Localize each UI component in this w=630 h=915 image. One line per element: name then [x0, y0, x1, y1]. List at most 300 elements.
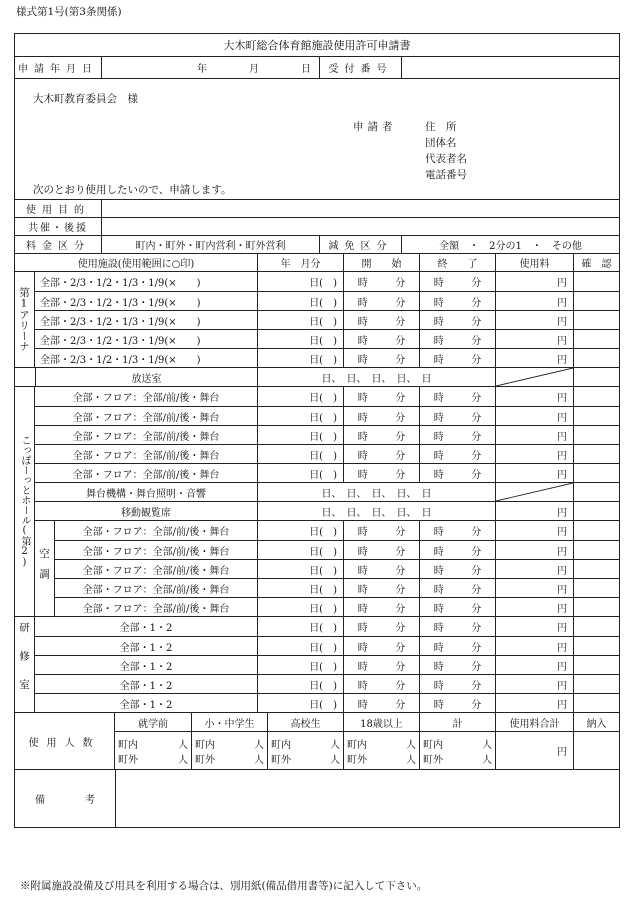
users-section [15, 712, 619, 769]
date-cell[interactable]: 日( ) [257, 675, 343, 693]
hour-unit: 時 [357, 603, 368, 615]
count-cell[interactable]: 町内 人 町外 人 [343, 732, 419, 769]
end-cell[interactable] [419, 330, 495, 348]
fee-cell[interactable]: 円 [495, 464, 573, 482]
fee-cell[interactable]: 円 [495, 272, 573, 291]
remarks-field[interactable] [115, 770, 619, 827]
end-cell[interactable] [419, 445, 495, 463]
date-cell[interactable]: 日( ) [257, 656, 343, 674]
start-header: 開 始 [343, 254, 419, 271]
minute-unit: 分 [395, 603, 406, 615]
representative-label: 代表者名 [425, 153, 467, 165]
start-cell[interactable] [343, 330, 419, 348]
fee-cell[interactable]: 円 [495, 521, 573, 540]
confirm-cell[interactable] [573, 656, 619, 674]
table-row [55, 559, 619, 578]
table-row [35, 693, 619, 712]
date-cell[interactable]: 日( ) [257, 272, 343, 291]
diagonal-cell [495, 368, 573, 386]
confirm-cell[interactable] [573, 464, 619, 482]
table-header-row [15, 253, 619, 271]
fee-cell[interactable]: 円 [495, 637, 573, 655]
hall-label: こっぽーっとホール(第2) [15, 387, 35, 616]
minute-unit: 分 [471, 565, 482, 577]
confirm-cell[interactable] [573, 292, 619, 310]
confirm-cell[interactable] [573, 694, 619, 712]
start-cell[interactable] [343, 694, 419, 712]
end-cell[interactable] [419, 675, 495, 693]
minute-unit: 分 [471, 278, 482, 289]
minute-unit: 分 [395, 546, 406, 558]
hour-unit: 時 [357, 584, 368, 596]
fee-cell[interactable]: 円 [495, 407, 573, 425]
fee-cell[interactable]: 円 [495, 502, 573, 520]
date-cell[interactable]: 日( ) [257, 445, 343, 463]
hall-range-option[interactable]: 全部・フロア：全部/前/後・舞台 [72, 469, 220, 481]
month-unit: 月 [249, 64, 259, 75]
address-label: 住 所 [425, 121, 457, 133]
fee-cell[interactable]: 円 [495, 694, 573, 712]
confirm-cell[interactable] [573, 541, 619, 559]
hour-unit: 時 [357, 661, 368, 673]
minute-unit: 分 [471, 316, 482, 328]
application-date-row [15, 56, 619, 78]
confirm-cell[interactable] [573, 502, 619, 520]
fee-cell[interactable]: 円 [495, 387, 573, 406]
end-cell[interactable] [419, 541, 495, 559]
date-cell[interactable]: 日( ) [257, 426, 343, 444]
broadcast-room[interactable]: 放送室 [35, 368, 257, 386]
aircon-range-option[interactable]: 全部・フロア：全部/前/後・舞台 [82, 546, 230, 558]
addressee: 大木町教育委員会 様 [33, 93, 138, 105]
confirm-cell[interactable] [573, 330, 619, 348]
count-cell[interactable]: 町内 人 町外 人 [191, 732, 267, 769]
hour-unit: 時 [357, 450, 368, 462]
minute-unit: 分 [395, 699, 406, 711]
end-cell[interactable] [419, 637, 495, 655]
minute-unit: 分 [471, 603, 482, 615]
users-label: 使用人数 [15, 713, 115, 769]
hall-range-option[interactable]: 全部・フロア：全部/前/後・舞台 [72, 393, 220, 404]
end-cell[interactable] [419, 598, 495, 616]
minute-unit: 分 [471, 527, 482, 538]
hour-unit: 時 [433, 546, 444, 558]
minute-unit: 分 [395, 623, 406, 634]
table-row [35, 674, 619, 693]
end-cell[interactable] [419, 272, 495, 291]
date-cell[interactable]: 日( ) [257, 541, 343, 559]
training-range-option[interactable]: 全部・1・2 [119, 699, 173, 711]
hour-unit: 時 [357, 699, 368, 711]
fee-cell[interactable]: 円 [495, 656, 573, 674]
minute-unit: 分 [471, 680, 482, 692]
minute-unit: 分 [395, 584, 406, 596]
fee-cell[interactable]: 円 [495, 541, 573, 559]
aircon-section [35, 520, 619, 616]
aircon-label: 空調 [35, 521, 55, 616]
hall-section [15, 386, 619, 616]
start-cell[interactable] [343, 426, 419, 444]
start-cell[interactable] [343, 560, 419, 578]
fee-cell[interactable]: 円 [495, 426, 573, 444]
table-row [55, 540, 619, 559]
arena-section [15, 271, 619, 367]
minute-unit: 分 [471, 642, 482, 654]
end-cell[interactable] [419, 311, 495, 329]
fee-cell[interactable]: 円 [495, 675, 573, 693]
minute-unit: 分 [471, 450, 482, 462]
table-row [35, 310, 619, 329]
count-cell[interactable]: 町内 人 町外 人 [419, 732, 495, 769]
hour-unit: 時 [357, 565, 368, 577]
start-cell[interactable] [343, 311, 419, 329]
fee-cell[interactable]: 円 [495, 598, 573, 616]
minute-unit: 分 [471, 699, 482, 711]
confirm-cell[interactable] [573, 617, 619, 636]
date-cell[interactable]: 日( ) [257, 617, 343, 636]
confirm-cell[interactable] [573, 445, 619, 463]
total-fee-cell[interactable]: 円 [495, 732, 573, 769]
hour-unit: 時 [357, 297, 368, 309]
minute-unit: 分 [395, 565, 406, 577]
application-form [14, 33, 620, 828]
hour-unit: 時 [433, 278, 444, 289]
support-row [15, 217, 619, 235]
form-title-row [15, 34, 619, 56]
application-date-label: 申請年月日 [18, 64, 98, 75]
remarks-row [15, 769, 619, 827]
minute-unit: 分 [471, 393, 482, 404]
hour-unit: 時 [357, 278, 368, 289]
start-cell[interactable] [343, 541, 419, 559]
hour-unit: 時 [357, 354, 368, 366]
support-field[interactable] [101, 218, 619, 235]
purpose-field[interactable] [101, 200, 619, 217]
date-cell[interactable]: 日( ) [257, 560, 343, 578]
minute-unit: 分 [395, 335, 406, 347]
end-cell[interactable] [419, 656, 495, 674]
arena-range-option[interactable]: 全部・2/3・1/2・1/3・1/9(× ) [40, 297, 201, 309]
date-cell[interactable]: 日( ) [257, 598, 343, 616]
table-row [55, 597, 619, 616]
arena-range-option[interactable]: 全部・2/3・1/2・1/3・1/9(× ) [40, 354, 201, 366]
facility-header: 使用施設(使用範囲に○印) [77, 259, 195, 270]
hour-unit: 時 [433, 661, 444, 673]
minute-unit: 分 [471, 469, 482, 481]
form-number: 様式第1号(第3条関係) [16, 6, 122, 18]
minute-unit: 分 [471, 584, 482, 596]
end-cell[interactable] [419, 292, 495, 310]
minute-unit: 分 [471, 546, 482, 558]
confirm-cell[interactable] [573, 675, 619, 693]
end-cell[interactable] [419, 387, 495, 406]
training-range-option[interactable]: 全部・1・2 [119, 623, 173, 634]
table-row [35, 444, 619, 463]
start-cell[interactable] [343, 521, 419, 540]
start-cell[interactable] [343, 675, 419, 693]
stage-days[interactable]: 日、 日、 日、 日、 日 [257, 483, 495, 501]
hour-unit: 時 [433, 642, 444, 654]
table-row [55, 521, 619, 540]
confirm-header: 確 認 [573, 254, 619, 271]
start-cell[interactable] [343, 598, 419, 616]
minute-unit: 分 [395, 680, 406, 692]
training-label: 研修室 [15, 617, 35, 712]
hour-unit: 時 [433, 297, 444, 309]
confirm-cell[interactable] [573, 560, 619, 578]
diagonal-cell [495, 483, 573, 501]
confirm-cell[interactable] [573, 368, 619, 386]
broadcast-days[interactable]: 日、 日、 日、 日、 日 [257, 368, 495, 386]
date-cell[interactable]: 日( ) [257, 579, 343, 597]
end-cell[interactable] [419, 521, 495, 540]
date-cell[interactable]: 日( ) [257, 637, 343, 655]
table-row [35, 272, 619, 291]
reduction-label: 減免区分 [319, 236, 401, 253]
minute-unit: 分 [471, 623, 482, 634]
date-cell[interactable]: 日( ) [257, 311, 343, 329]
confirm-cell[interactable] [573, 272, 619, 291]
hour-unit: 時 [357, 412, 368, 424]
table-row [35, 463, 619, 482]
minute-unit: 分 [395, 642, 406, 654]
minute-unit: 分 [395, 469, 406, 481]
year-unit: 年 [197, 64, 207, 75]
remarks-label: 備 考 [35, 795, 95, 806]
aircon-range-option[interactable]: 全部・フロア：全部/前/後・舞台 [82, 603, 230, 615]
minute-unit: 分 [471, 431, 482, 443]
stage-equipment-row [35, 482, 619, 501]
stage-equipment[interactable]: 舞台機構・舞台照明・音響 [86, 488, 206, 500]
minute-unit: 分 [395, 527, 406, 538]
hour-unit: 時 [357, 527, 368, 538]
payment-label: 納入 [573, 713, 619, 731]
group-preschool: 就学前 [138, 718, 168, 730]
confirm-cell[interactable] [573, 483, 619, 501]
hour-unit: 時 [433, 450, 444, 462]
total-fee-label: 使用料合計 [495, 713, 573, 731]
confirm-cell[interactable] [573, 579, 619, 597]
start-cell[interactable] [343, 292, 419, 310]
minute-unit: 分 [395, 354, 406, 366]
training-range-option[interactable]: 全部・1・2 [119, 680, 173, 692]
date-cell[interactable]: 日( ) [257, 521, 343, 540]
applicant-section [15, 78, 619, 199]
hour-unit: 時 [357, 469, 368, 481]
hour-unit: 時 [357, 335, 368, 347]
date-cell[interactable]: 日( ) [257, 407, 343, 425]
training-range-option[interactable]: 全部・1・2 [119, 661, 173, 673]
date-cell[interactable]: 日( ) [257, 694, 343, 712]
application-date-field[interactable] [101, 57, 319, 78]
end-header: 終 了 [419, 254, 495, 271]
aircon-range-option[interactable]: 全部・フロア：全部/前/後・舞台 [82, 565, 230, 577]
fee-cell[interactable]: 円 [495, 292, 573, 310]
mobile-days[interactable]: 日、 日、 日、 日、 日 [257, 502, 495, 520]
confirm-cell[interactable] [573, 521, 619, 540]
minute-unit: 分 [471, 354, 482, 366]
diagonal-line [496, 368, 573, 386]
form-title: 大木町総合体育館施設使用許可申請書 [223, 39, 411, 52]
fee-cell[interactable]: 円 [495, 445, 573, 463]
fee-cell[interactable]: 円 [495, 617, 573, 636]
hour-unit: 時 [433, 565, 444, 577]
group-adult: 18歳以上 [343, 713, 419, 731]
end-cell[interactable] [419, 426, 495, 444]
table-row [55, 578, 619, 597]
footnote: ※附属施設設備及び用具を利用する場合は、別用紙(備品借用書等)に記入して下さい。 [20, 880, 428, 892]
table-row [35, 425, 619, 444]
start-cell[interactable] [343, 637, 419, 655]
mobile-seating-row [35, 501, 619, 520]
start-cell[interactable] [343, 407, 419, 425]
start-cell[interactable] [343, 464, 419, 482]
hour-unit: 時 [357, 546, 368, 558]
start-cell[interactable] [343, 272, 419, 291]
minute-unit: 分 [471, 297, 482, 309]
table-row [35, 636, 619, 655]
group-highschool: 高校生 [267, 713, 343, 731]
payment-cell[interactable] [573, 732, 619, 769]
hour-unit: 時 [433, 354, 444, 366]
date-cell[interactable]: 日( ) [257, 464, 343, 482]
group-total: 計 [419, 713, 495, 731]
arena-range-option[interactable]: 全部・2/3・1/2・1/3・1/9(× ) [40, 316, 201, 328]
applicant-label: 申請者 [353, 121, 397, 133]
date-cell[interactable]: 日( ) [257, 387, 343, 406]
table-row [35, 617, 619, 636]
hour-unit: 時 [433, 699, 444, 711]
fee-header: 使用料 [495, 254, 573, 271]
end-cell[interactable] [419, 407, 495, 425]
fee-label: 料金区分 [26, 241, 90, 252]
end-cell[interactable] [419, 560, 495, 578]
broadcast-row [15, 367, 619, 386]
confirm-cell[interactable] [573, 426, 619, 444]
confirm-cell[interactable] [573, 349, 619, 367]
minute-unit: 分 [395, 393, 406, 404]
end-cell[interactable] [419, 617, 495, 636]
hall-range-option[interactable]: 全部・フロア：全部/前/後・舞台 [72, 450, 220, 462]
confirm-cell[interactable] [573, 637, 619, 655]
phone-label: 電話番号 [425, 169, 467, 181]
hour-unit: 時 [357, 316, 368, 328]
group-student: 小・中学生 [191, 713, 267, 731]
arena-range-option[interactable]: 全部・2/3・1/2・1/3・1/9(× ) [40, 335, 201, 347]
hour-unit: 時 [433, 469, 444, 481]
hour-unit: 時 [357, 680, 368, 692]
fee-row [15, 235, 619, 253]
hour-unit: 時 [433, 431, 444, 443]
hour-unit: 時 [433, 623, 444, 634]
hour-unit: 時 [433, 316, 444, 328]
minute-unit: 分 [471, 412, 482, 424]
training-range-option[interactable]: 全部・1・2 [119, 642, 173, 654]
date-cell[interactable]: 日( ) [257, 330, 343, 348]
table-row [35, 329, 619, 348]
start-cell[interactable] [343, 387, 419, 406]
end-cell[interactable] [419, 694, 495, 712]
hour-unit: 時 [433, 584, 444, 596]
minute-unit: 分 [395, 297, 406, 309]
table-row [35, 406, 619, 425]
start-cell[interactable] [343, 617, 419, 636]
purpose-label: 使用目的 [26, 205, 90, 216]
start-cell[interactable] [343, 579, 419, 597]
reduction-options[interactable]: 全額 ・ 2分の1 ・ その他 [401, 236, 619, 253]
fee-options[interactable]: 町内・町外・町内営利・町外営利 [101, 236, 319, 253]
count-cell[interactable]: 町内 人 町外 人 [267, 732, 343, 769]
minute-unit: 分 [395, 661, 406, 673]
confirm-cell[interactable] [573, 311, 619, 329]
apply-sentence: 次のとおり使用したいので、申請します。 [33, 184, 232, 196]
minute-unit: 分 [471, 661, 482, 673]
minute-unit: 分 [395, 431, 406, 443]
hour-unit: 時 [357, 393, 368, 404]
diagonal-line [496, 483, 573, 501]
confirm-cell[interactable] [573, 387, 619, 406]
minute-unit: 分 [395, 450, 406, 462]
hour-unit: 時 [433, 680, 444, 692]
date-cell[interactable]: 日( ) [257, 292, 343, 310]
receipt-number-field[interactable] [401, 57, 619, 78]
purpose-row [15, 199, 619, 217]
group-name-label: 団体名 [425, 137, 457, 149]
support-label: 共催・後援 [28, 223, 88, 234]
hour-unit: 時 [433, 335, 444, 347]
confirm-cell[interactable] [573, 598, 619, 616]
start-cell[interactable] [343, 445, 419, 463]
minute-unit: 分 [471, 335, 482, 347]
hour-unit: 時 [433, 603, 444, 615]
receipt-number-label: 受付番号 [319, 57, 401, 78]
table-row [35, 387, 619, 406]
arena-range-option[interactable]: 全部・2/3・1/2・1/3・1/9(× ) [40, 278, 201, 289]
hall-range-option[interactable]: 全部・フロア：全部/前/後・舞台 [72, 431, 220, 443]
fee-cell[interactable]: 円 [495, 311, 573, 329]
hour-unit: 時 [357, 642, 368, 654]
aircon-range-option[interactable]: 全部・フロア：全部/前/後・舞台 [82, 527, 230, 538]
fee-cell[interactable]: 円 [495, 349, 573, 367]
date-cell[interactable]: 日( ) [257, 349, 343, 367]
minute-unit: 分 [395, 316, 406, 328]
fee-cell[interactable]: 円 [495, 579, 573, 597]
fee-cell[interactable]: 円 [495, 330, 573, 348]
mobile-seating[interactable]: 移動観覧席 [121, 507, 171, 519]
start-cell[interactable] [343, 656, 419, 674]
start-cell[interactable] [343, 349, 419, 367]
minute-unit: 分 [395, 412, 406, 424]
hall-range-option[interactable]: 全部・フロア：全部/前/後・舞台 [72, 412, 220, 424]
day-unit: 日 [301, 64, 311, 75]
end-cell[interactable] [419, 349, 495, 367]
date-header: 年 月分 [257, 254, 343, 271]
table-row [35, 655, 619, 674]
aircon-range-option[interactable]: 全部・フロア：全部/前/後・舞台 [82, 584, 230, 596]
confirm-cell[interactable] [573, 407, 619, 425]
hour-unit: 時 [357, 431, 368, 443]
table-row [35, 348, 619, 367]
arena-label: 第1アリーナ [15, 272, 35, 367]
count-cell[interactable]: 町内 人 町外 人 [118, 739, 188, 766]
end-cell[interactable] [419, 464, 495, 482]
training-section [15, 616, 619, 712]
end-cell[interactable] [419, 579, 495, 597]
hour-unit: 時 [433, 527, 444, 538]
hour-unit: 時 [433, 393, 444, 404]
fee-cell[interactable]: 円 [495, 560, 573, 578]
hour-unit: 時 [433, 412, 444, 424]
